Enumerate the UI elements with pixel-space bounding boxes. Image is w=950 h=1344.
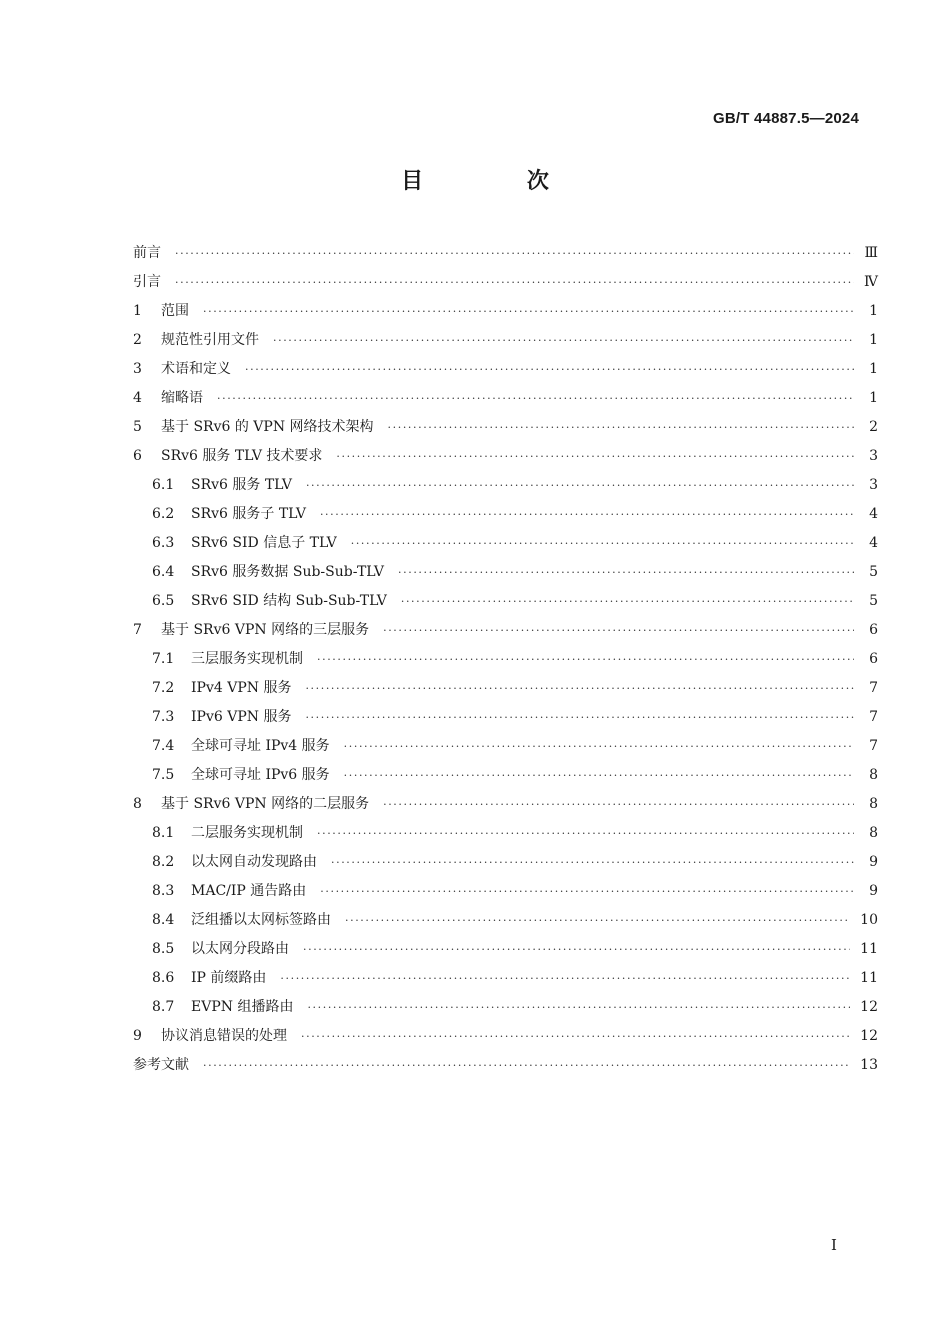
toc-entry-number: 5 [133, 419, 142, 435]
toc-entry-page: 8 [869, 796, 878, 812]
toc-entry-title: 全球可寻址 IPv6 服务 [191, 767, 330, 783]
toc-entry-number: 8.3 [152, 883, 175, 899]
toc-entry[interactable] [133, 326, 878, 355]
toc-entry[interactable] [133, 558, 878, 587]
toc-entry-page: 7 [869, 738, 878, 754]
toc-entry-page: 12 [860, 999, 878, 1015]
toc-entry[interactable] [133, 413, 878, 442]
toc-leader-dots [401, 587, 854, 616]
toc-entry[interactable] [133, 355, 878, 384]
toc-entry-page: 3 [869, 477, 878, 493]
toc-entry-number: 6.1 [152, 477, 175, 493]
toc-entry-title: SRv6 服务子 TLV [191, 506, 306, 522]
toc-entry-title: 参考文献 [133, 1057, 189, 1073]
toc-entry-page: 6 [869, 622, 878, 638]
toc-entry-title: SRv6 服务 TLV [191, 477, 292, 493]
toc-entry[interactable] [133, 442, 878, 471]
toc-entry[interactable] [133, 790, 878, 819]
toc-entry-number: 6.3 [152, 535, 175, 551]
toc-entry-number: 7.3 [152, 709, 175, 725]
toc-entry-title: 泛组播以太网标签路由 [191, 912, 331, 928]
toc-leader-dots [305, 703, 854, 732]
toc-entry[interactable] [133, 703, 878, 732]
toc-entry[interactable] [133, 1051, 878, 1080]
toc-entry-page: 7 [869, 680, 878, 696]
toc-leader-dots [303, 935, 850, 964]
toc-leader-dots [345, 906, 850, 935]
toc-entry[interactable] [133, 384, 878, 413]
toc-entry-title: 以太网自动发现路由 [191, 854, 317, 870]
table-of-contents [133, 239, 878, 1080]
toc-entry-title: 术语和定义 [161, 361, 231, 377]
toc-entry-title: SRv6 服务数据 Sub-Sub-TLV [191, 564, 385, 580]
toc-entry-page: 13 [860, 1057, 878, 1073]
toc-entry-title: 规范性引用文件 [161, 332, 259, 348]
toc-entry-number: 8.1 [152, 825, 175, 841]
toc-entry-title: EVPN 组播路由 [191, 999, 294, 1015]
toc-entry-page: 3 [869, 448, 878, 464]
toc-leader-dots [398, 558, 854, 587]
toc-entry-title: 基于 SRv6 VPN 网络的三层服务 [161, 622, 370, 638]
toc-entry[interactable] [133, 268, 878, 297]
toc-entry-title: 三层服务实现机制 [191, 651, 303, 667]
toc-entry-title: 协议消息错误的处理 [161, 1028, 287, 1044]
toc-leader-dots [301, 1022, 850, 1051]
toc-entry-title: 全球可寻址 IPv4 服务 [191, 738, 330, 754]
toc-entry-number: 4 [133, 390, 142, 406]
toc-entry[interactable] [133, 471, 878, 500]
toc-entry-page: 1 [869, 361, 878, 377]
toc-entry-title: 引言 [133, 274, 161, 290]
toc-entry[interactable] [133, 587, 878, 616]
toc-entry-title: SRv6 SID 结构 Sub-Sub-TLV [191, 593, 387, 609]
toc-entry-number: 3 [133, 361, 142, 377]
toc-entry-title: SRv6 服务 TLV 技术要求 [161, 448, 323, 464]
toc-entry-page: 11 [860, 941, 878, 957]
toc-entry-page: Ⅳ [864, 274, 878, 290]
toc-leader-dots [388, 413, 854, 442]
toc-entry-page: 6 [869, 651, 878, 667]
document-code: GB/T 44887.5—2024 [713, 110, 859, 127]
toc-entry[interactable] [133, 964, 878, 993]
toc-leader-dots [344, 761, 854, 790]
toc-entry-page: 8 [869, 767, 878, 783]
toc-entry-title: 以太网分段路由 [191, 941, 289, 957]
toc-entry-number: 7.2 [152, 680, 175, 696]
toc-entry-number: 6.5 [152, 593, 175, 609]
toc-entry-title: 范围 [161, 303, 189, 319]
toc-entry[interactable] [133, 732, 878, 761]
toc-entry-title: 缩略语 [161, 390, 203, 406]
toc-entry[interactable] [133, 848, 878, 877]
toc-leader-dots [307, 993, 850, 1022]
toc-leader-dots [320, 500, 854, 529]
toc-entry-page: Ⅲ [864, 245, 878, 261]
toc-entry-page: 1 [869, 390, 878, 406]
toc-entry-page: 2 [869, 419, 878, 435]
toc-entry-number: 7 [133, 622, 142, 638]
toc-entry-page: 5 [869, 564, 878, 580]
toc-entry[interactable] [133, 819, 878, 848]
toc-entry-number: 6.2 [152, 506, 175, 522]
toc-leader-dots [331, 848, 854, 877]
toc-entry-number: 2 [133, 332, 142, 348]
toc-entry-number: 6 [133, 448, 142, 464]
toc-entry[interactable] [133, 877, 878, 906]
toc-entry-page: 4 [869, 506, 878, 522]
toc-entry[interactable] [133, 645, 878, 674]
toc-entry-number: 7.5 [152, 767, 175, 783]
toc-entry[interactable] [133, 935, 878, 964]
toc-entry-number: 8.7 [152, 999, 175, 1015]
toc-title: 目 次 [401, 169, 597, 194]
toc-entry-page: 1 [869, 332, 878, 348]
toc-leader-dots [175, 239, 854, 268]
toc-entry-page: 9 [869, 854, 878, 870]
toc-leader-dots [344, 732, 854, 761]
toc-entry-title: 二层服务实现机制 [191, 825, 303, 841]
toc-entry-title: IP 前缀路由 [191, 970, 267, 986]
toc-entry[interactable] [133, 239, 878, 268]
toc-entry[interactable] [133, 761, 878, 790]
toc-leader-dots [383, 790, 854, 819]
toc-entry-number: 6.4 [152, 564, 175, 580]
toc-leader-dots [203, 297, 854, 326]
toc-entry-page: 10 [860, 912, 878, 928]
toc-leader-dots [317, 819, 854, 848]
toc-entry-title: 基于 SRv6 的 VPN 网络技术架构 [161, 419, 374, 435]
toc-entry-title: MAC/IP 通告路由 [191, 883, 307, 899]
toc-entry-title: 基于 SRv6 VPN 网络的二层服务 [161, 796, 370, 812]
toc-entry[interactable] [133, 616, 878, 645]
toc-entry-page: 9 [869, 883, 878, 899]
toc-leader-dots [217, 384, 854, 413]
toc-leader-dots [175, 268, 854, 297]
toc-leader-dots [336, 442, 854, 471]
toc-leader-dots [351, 529, 854, 558]
toc-entry-number: 1 [133, 303, 142, 319]
toc-entry-page: 8 [869, 825, 878, 841]
toc-entry[interactable] [133, 993, 878, 1022]
toc-entry-page: 4 [869, 535, 878, 551]
toc-entry[interactable] [133, 1022, 878, 1051]
toc-entry-number: 8.5 [152, 941, 175, 957]
toc-entry-title: IPv6 VPN 服务 [191, 709, 292, 725]
toc-entry-number: 7.4 [152, 738, 175, 754]
toc-leader-dots [317, 645, 854, 674]
toc-entry-page: 1 [869, 303, 878, 319]
toc-leader-dots [305, 674, 854, 703]
toc-entry-page: 12 [860, 1028, 878, 1044]
toc-leader-dots [280, 964, 850, 993]
toc-entry-number: 8.2 [152, 854, 175, 870]
toc-entry[interactable] [133, 297, 878, 326]
toc-entry[interactable] [133, 906, 878, 935]
toc-entry[interactable] [133, 500, 878, 529]
toc-entry-number: 8.6 [152, 970, 175, 986]
toc-leader-dots [203, 1051, 850, 1080]
toc-entry-title: SRv6 SID 信息子 TLV [191, 535, 337, 551]
toc-entry-number: 8 [133, 796, 142, 812]
toc-entry-page: 5 [869, 593, 878, 609]
toc-entry-title: IPv4 VPN 服务 [191, 680, 292, 696]
toc-entry-number: 9 [133, 1028, 142, 1044]
toc-entry-number: 8.4 [152, 912, 175, 928]
toc-leader-dots [320, 877, 854, 906]
page-number: Ⅰ [831, 1236, 837, 1254]
toc-leader-dots [383, 616, 854, 645]
toc-entry[interactable] [133, 674, 878, 703]
toc-leader-dots [306, 471, 854, 500]
toc-entry-title: 前言 [133, 245, 161, 261]
toc-entry-number: 7.1 [152, 651, 175, 667]
toc-leader-dots [273, 326, 854, 355]
toc-entry-page: 11 [860, 970, 878, 986]
toc-entry-page: 7 [869, 709, 878, 725]
toc-entry[interactable] [133, 529, 878, 558]
toc-leader-dots [245, 355, 854, 384]
